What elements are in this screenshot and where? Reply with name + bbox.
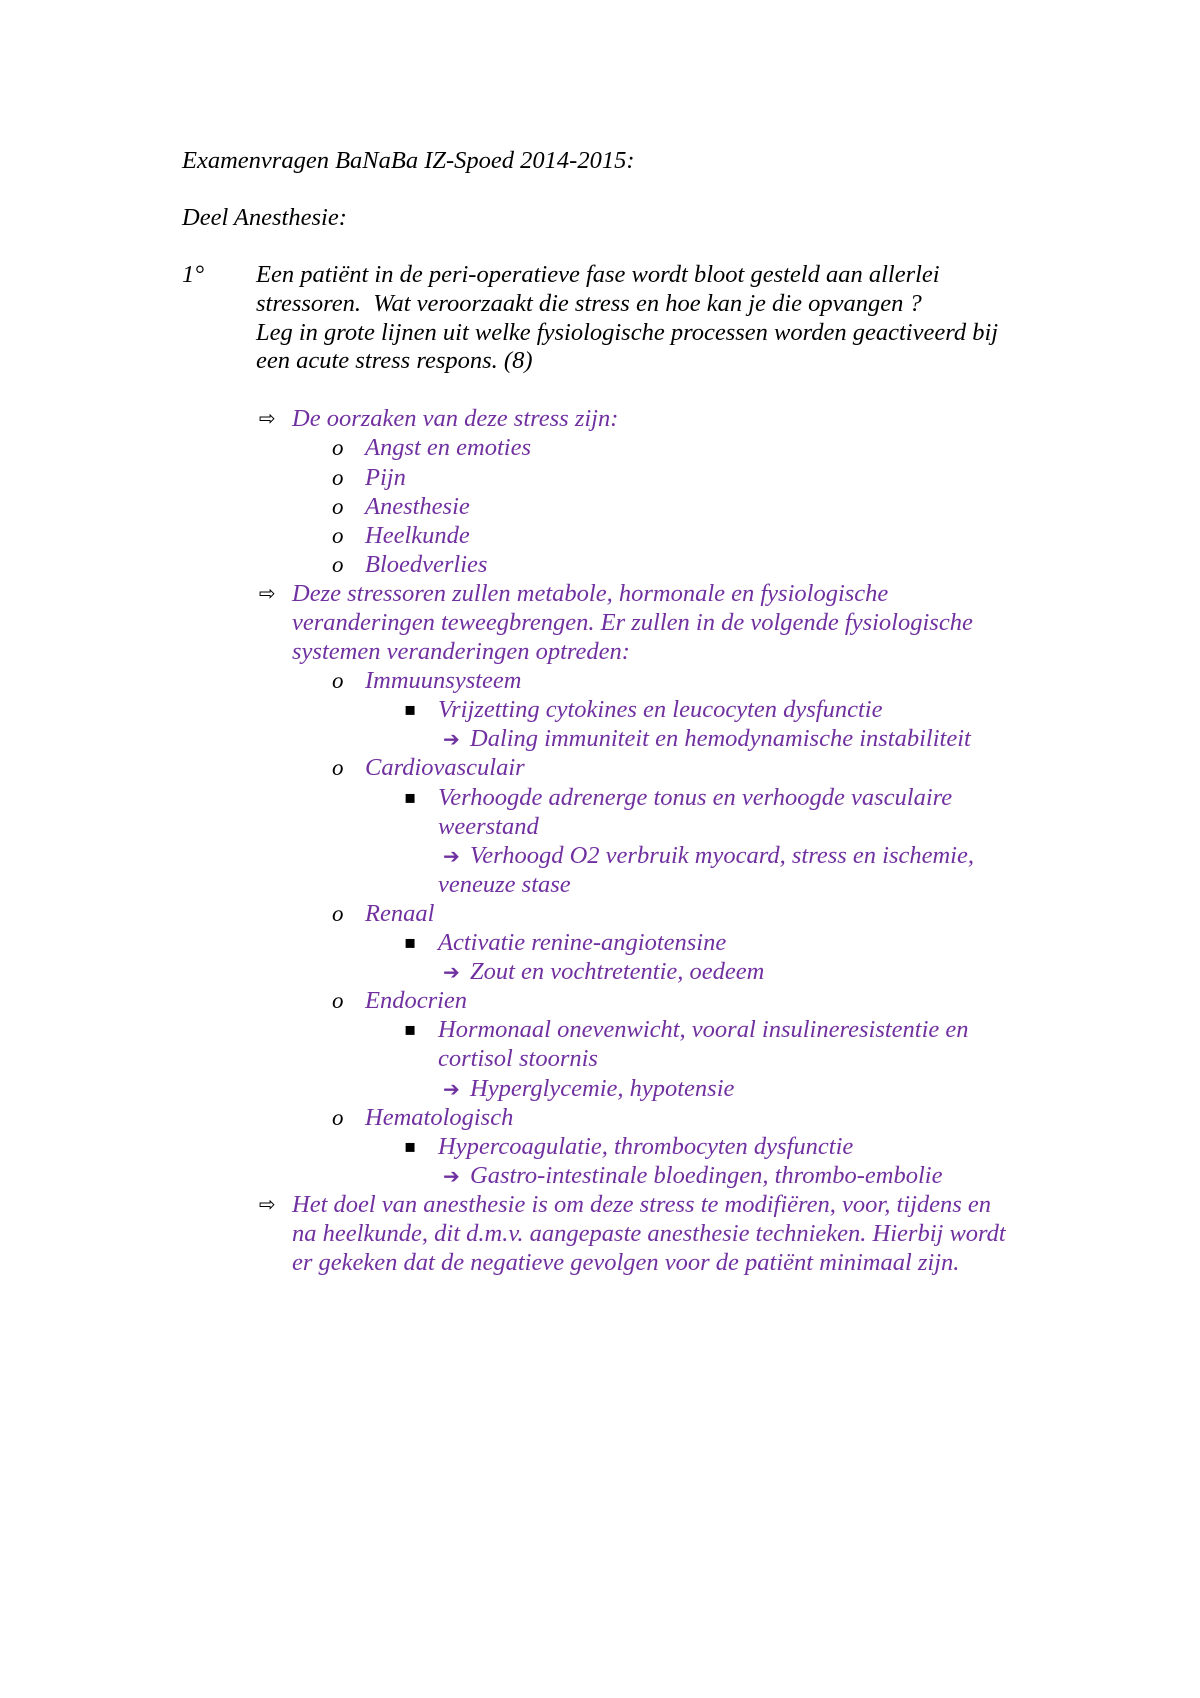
cause-item-label: Heelkunde	[365, 521, 470, 549]
bold-arrow-icon: ➔	[443, 727, 460, 752]
square-bullet-icon: ▪	[404, 1135, 417, 1157]
outline-arrow-icon: ⇨	[259, 406, 276, 431]
answer-goal-line: na heelkunde, dit d.m.v. aangepaste anesthesie technieken. Hierbij wordt	[292, 1219, 1006, 1247]
answer-goal-line: er gekeken dat de negatieve gevolgen voor de patiënt minimaal zijn.	[292, 1249, 960, 1277]
system-name: Immuunsysteem	[365, 667, 522, 695]
cause-item-label: Angst en emoties	[365, 434, 532, 462]
square-bullet-icon: ▪	[404, 699, 417, 721]
system-result-line: veneuze stase	[438, 870, 571, 898]
system-name: Endocrien	[365, 987, 468, 1015]
system-name: Renaal	[365, 899, 435, 927]
system-result-text: Hyperglycemie, hypotensie	[470, 1074, 735, 1102]
system-item	[182, 986, 1082, 1015]
circle-bullet-icon: o	[332, 522, 344, 548]
system-result-text: Gastro-intestinale bloedingen, thrombo-embolie	[470, 1161, 943, 1189]
system-result-line	[438, 724, 1082, 753]
system-item	[182, 753, 1082, 782]
system-result	[182, 724, 1082, 753]
section-heading: Deel Anesthesie:	[182, 204, 347, 232]
answer-goal	[182, 1190, 1082, 1277]
cause-item	[182, 550, 1082, 579]
question-text-line: Leg in grote lijnen uit welke fysiologische processen worden geactiveerd bij	[256, 318, 999, 346]
system-item	[182, 1103, 1082, 1132]
system-effect-line: Hormonaal onevenwicht, vooral insulineresistentie en	[438, 1016, 969, 1044]
system-effect-line: Activatie renine-angiotensine	[438, 929, 727, 957]
circle-bullet-icon: o	[332, 493, 344, 519]
answer-causes-intro: De oorzaken van deze stress zijn:	[292, 405, 619, 433]
system-result	[182, 957, 1082, 986]
answer	[182, 404, 1082, 1277]
bold-arrow-icon: ➔	[443, 960, 460, 985]
system-effect-line: Verhoogde adrenerge tonus en verhoogde vasculaire	[438, 783, 953, 811]
circle-bullet-icon: o	[332, 668, 344, 694]
circle-bullet-icon: o	[332, 988, 344, 1014]
cause-item-label: Anesthesie	[365, 492, 470, 520]
cause-item-label: Bloedverlies	[365, 550, 488, 578]
answer-goal-line: Het doel van anesthesie is om deze stress te modifiëren, voor, tijdens en	[292, 1190, 992, 1218]
system-effect	[182, 1132, 1082, 1161]
cause-item	[182, 463, 1082, 492]
system-effect	[182, 783, 1082, 841]
system-name: Cardiovasculair	[365, 754, 525, 782]
circle-bullet-icon: o	[332, 435, 344, 461]
circle-bullet-icon: o	[332, 900, 344, 926]
system-result-line	[438, 1161, 1082, 1190]
question-1	[182, 261, 1082, 375]
cause-item	[182, 433, 1082, 462]
document-body	[182, 147, 1082, 1277]
square-bullet-icon: ▪	[404, 1019, 417, 1041]
system-result	[182, 1161, 1082, 1190]
system-effect-line: Hypercoagulatie, thrombocyten dysfunctie	[438, 1132, 854, 1160]
system-result	[182, 1074, 1082, 1103]
systems-intro-line: systemen veranderingen optreden:	[292, 638, 630, 666]
question-text-line: Een patiënt in de peri-operatieve fase wordt bloot gesteld aan allerlei	[256, 261, 940, 289]
cause-item	[182, 521, 1082, 550]
system-effect-line: weerstand	[438, 812, 539, 840]
question-text-line: een acute stress respons. (8)	[256, 347, 533, 375]
system-item	[182, 666, 1082, 695]
answer-causes	[182, 404, 1082, 433]
square-bullet-icon: ▪	[404, 786, 417, 808]
system-effect	[182, 1015, 1082, 1073]
bold-arrow-icon: ➔	[443, 1163, 460, 1188]
system-effect	[182, 928, 1082, 957]
system-name: Hematologisch	[365, 1103, 514, 1131]
system-result-line	[438, 1074, 1082, 1103]
circle-bullet-icon: o	[332, 755, 344, 781]
document-title: Examenvragen BaNaBa IZ-Spoed 2014-2015:	[182, 147, 635, 174]
system-result-line	[438, 841, 1082, 870]
circle-bullet-icon: o	[332, 464, 344, 490]
answer-systems	[182, 579, 1082, 666]
system-result-text: Daling immuniteit en hemodynamische instabiliteit	[470, 725, 971, 753]
system-result	[182, 841, 1082, 899]
square-bullet-icon: ▪	[404, 932, 417, 954]
bold-arrow-icon: ➔	[443, 843, 460, 868]
circle-bullet-icon: o	[332, 551, 344, 577]
system-result-line	[438, 957, 1082, 986]
question-number: 1°	[182, 261, 205, 289]
systems-intro-line: veranderingen teweegbrengen. Er zullen in de volgende fysiologische	[292, 609, 973, 636]
system-effect-line: cortisol stoornis	[438, 1045, 598, 1073]
systems-intro-line: Deze stressoren zullen metabole, hormonale en fysiologische	[292, 579, 889, 607]
outline-arrow-icon: ⇨	[259, 1191, 276, 1216]
outline-arrow-icon: ⇨	[259, 580, 276, 605]
cause-item	[182, 492, 1082, 521]
system-effect-line: Vrijzetting cytokines en leucocyten dysfunctie	[438, 696, 883, 724]
system-item	[182, 899, 1082, 928]
cause-item-label: Pijn	[365, 463, 406, 491]
circle-bullet-icon: o	[332, 1104, 344, 1130]
bold-arrow-icon: ➔	[443, 1076, 460, 1101]
system-result-text: Verhoogd O2 verbruik myocard, stress en ischemie,	[470, 841, 974, 869]
system-result-text: Zout en vochtretentie, oedeem	[470, 958, 765, 986]
question-text-line: stressoren. Wat veroorzaakt die stress en hoe kan je die opvangen ?	[256, 289, 922, 317]
system-effect	[182, 695, 1082, 724]
